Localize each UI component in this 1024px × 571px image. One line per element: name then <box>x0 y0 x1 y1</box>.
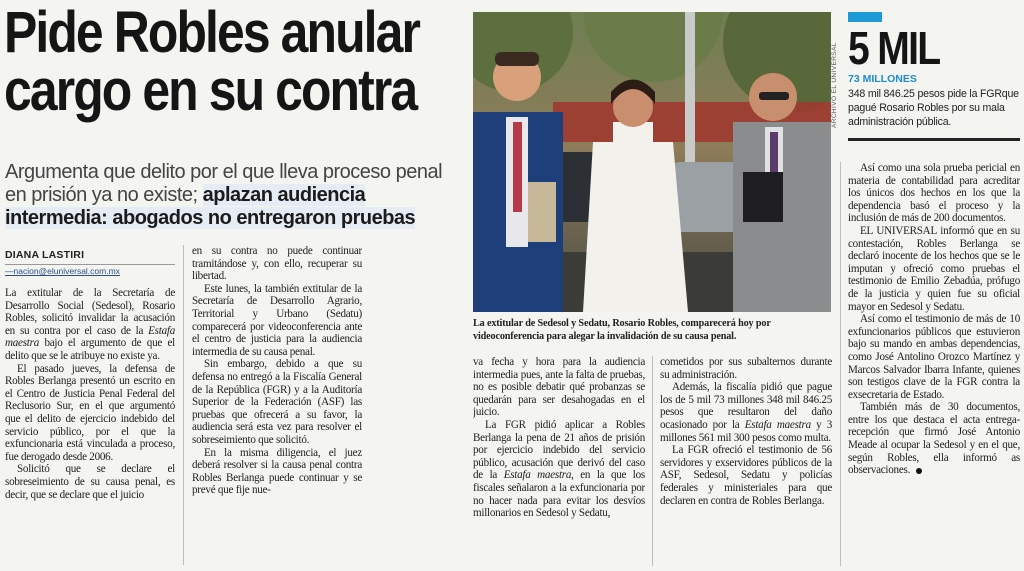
paragraph: Sin embargo, debido a que su defensa no entregó a la Fiscalía General de la República (FGR) y a la Auditoría Superior de la Federación (ASF) las pruebas que ofrecerá a su favor, la audiencia será esta vez para resolver el sobreseimiento que solicitó. <box>192 358 362 446</box>
italic-text: Estafa maestra <box>744 418 811 431</box>
paragraph <box>5 287 175 363</box>
sidebar-figure-sub: 73 MILLONES <box>848 73 917 85</box>
paragraph: Solicitó que se declare el sobreseimiento de su causa penal, es decir, que se declare que el juicio <box>5 463 175 501</box>
paragraph: en su contra no puede continuar tramitándose y, con ello, recuperar su libertad. <box>192 245 362 283</box>
paragraph: EL UNIVERSAL informó que en su contestación, Robles Berlanga se declaró inocente de los hechos que se le imputan y ofreció como pruebas el testimonio de Emilio Zebadúa, prófugo de la justicia y quien fue su oficial mayor en Sedesol y Sedatu. <box>848 224 1020 313</box>
byline-email-link[interactable]: —nacion@eluniversal.com.mx <box>5 266 120 276</box>
photo-caption: La extitular de Sedesol y Sedatu, Rosario Robles, comparecerá hoy por videoconferencia para alegar la invalidación de su causa penal. <box>473 318 771 342</box>
sidebar-figure-text: 348 mil 846.25 pesos pide la FGRque pagué Rosario Robles por su mala administración pública. <box>848 88 1019 128</box>
paragraph: Así como una sola prueba pericial en materia de contabilidad para acreditar los únicos dos hechos en los que la dependencia basó el proceso y la inclusión de más de 200 documentos. <box>848 162 1020 225</box>
article-column-4 <box>660 356 832 571</box>
paragraph: El pasado jueves, la defensa de Robles Berlanga presentó un escrito en el Centro de Justicia Penal Federal del Reclusorio Sur, en el que argumentó que el delito de ejercicio indebido del servicio público, por el que la exfuncionaria está vinculada a proceso, fue derogado desde 2006. <box>5 362 175 463</box>
news-photo <box>473 12 831 312</box>
paragraph: va fecha y hora para la audiencia intermedia pues, ante la falta de pruebas, no es posible debatir qué probanzas se quedarán para ser desahogadas en el juicio. <box>473 356 645 419</box>
byline-divider <box>5 264 175 265</box>
headline-line-2: cargo en su contra <box>4 58 417 123</box>
text: También más de 30 documentos, entre los que destaca el acta entrega-recepción que firmó José Antonio Meade al ocupar la Sedesol y en el que, según Robles, ella informó as observaciones. <box>848 401 1020 477</box>
italic-text: Estafa maestra <box>5 324 175 350</box>
text: La extitular de la Secretaría de Desarrollo Social (Sedesol), Rosario Robles, solicitó invalidar la acusación en su contra por el caso de la <box>5 287 175 337</box>
byline-author: DIANA LASTIRI <box>5 249 85 261</box>
sidebar-figure: 5 MIL <box>848 22 940 74</box>
headline <box>4 0 419 123</box>
article-column-2 <box>192 245 362 571</box>
subheadline <box>5 161 465 230</box>
paragraph: cometidos por sus subalternos durante su administración. <box>660 356 832 381</box>
column-divider <box>183 245 184 565</box>
end-of-article-dot-icon <box>916 468 922 474</box>
column-divider <box>652 356 653 566</box>
sidebar-accent-bar <box>848 12 882 22</box>
article-column-5 <box>848 162 1020 571</box>
text: y 3 millones 561 mil 300 pesos como multa. <box>660 418 832 444</box>
text: Además, la fiscalía pidió que pague los de 5 mil 73 millones 348 mil 846.25 pesos que resultaron del daño ocasionado por la <box>660 381 832 431</box>
photo-illustration <box>473 12 831 312</box>
paragraph <box>848 401 1020 477</box>
italic-text: Estafa maestra <box>503 469 572 482</box>
paragraph <box>660 381 832 444</box>
article-column-1 <box>5 287 175 571</box>
paragraph <box>473 419 645 520</box>
paragraph: En la misma diligencia, el juez deberá resolver si la causa penal contra Robles Berlanga puede continuar y se prevé que fije nue- <box>192 446 362 497</box>
article-column-3 <box>473 356 645 571</box>
paragraph: La FGR ofreció el testimonio de 56 servidores y exservidores públicos de la ASF, Sedesol, Sedatu y policías federales y ministeriales para que declaren en contra de Robles Berlanga. <box>660 444 832 507</box>
headline-line-1: Pide Robles anular <box>4 0 419 65</box>
subhead-light: Argumenta que delito por el que lleva proceso penal en prisión ya no existe; <box>5 161 443 206</box>
text: La FGR pidió aplicar a Robles Berlanga la pena de 21 años de prisión por ejercicio indebido del servicio público, acusación que derivó del caso de la <box>473 418 645 482</box>
text: , en la que los fiscales señalaron a la exfuncionaria por no hacer nada para evitar los desvíos millonarios en Sedesol y Sedatu, <box>473 469 645 520</box>
paragraph: Este lunes, la también extitular de la Secretaría de Desarrollo Agrario, Territorial y Urbano (Sedatu) comparecerá por videoconferencia ante el centro de justicia para la audiencia intermedia de su causa penal. <box>192 282 362 358</box>
text: bajo el argumento de que el delito que se le atribuye no existe ya. <box>5 337 175 362</box>
sidebar-divider <box>848 138 1020 141</box>
photo-credit: ARCHIVO EL UNIVERSAL <box>831 42 838 128</box>
subhead-bold: aplazan audiencia intermedia: abogados no entregaron pruebas <box>5 184 416 229</box>
column-divider <box>840 162 841 566</box>
paragraph: Así como el testimonio de más de 10 exfuncionarios públicos que estuvieron bajo su mando en ambas dependencias, como José Antolino Orozco Martínez y Marcos Salvador Ibarra Infante, quienes son testigos clave de la FGR contra la exsecretaria de Estado. <box>848 313 1020 401</box>
